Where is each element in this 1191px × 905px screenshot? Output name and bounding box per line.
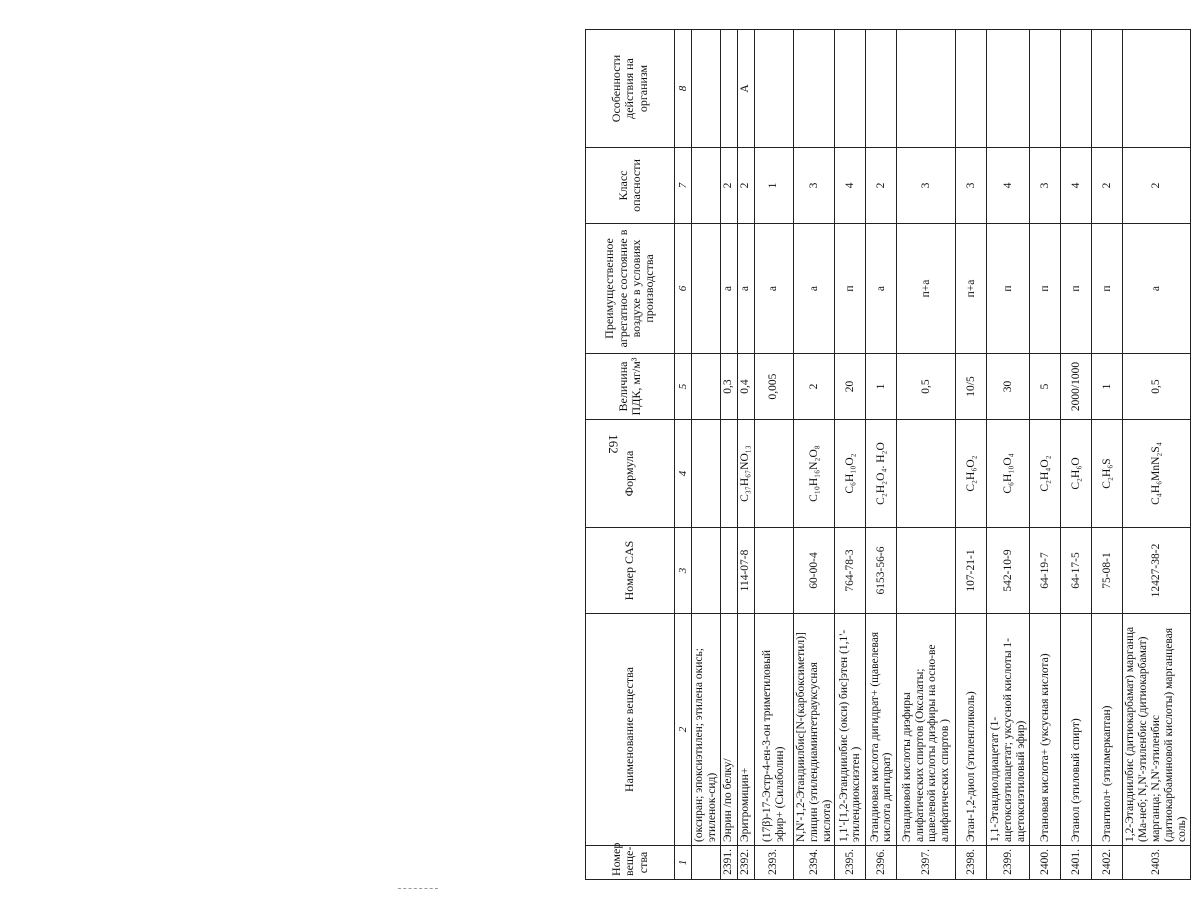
cell-pdk: 1 — [866, 354, 897, 420]
cell-effect — [956, 30, 987, 148]
cell-name: 1,1'-[1,2-Этандиилбис (окси) бис]этен (1,1'-этилендиоксиэтен ) — [835, 614, 866, 846]
cell-hazard — [692, 148, 721, 224]
cell-cas: 64-19-7 — [1030, 528, 1061, 614]
cell-state: п+а — [956, 224, 987, 354]
column-number: 2 — [675, 614, 692, 846]
cell-cas: 6153-56-6 — [866, 528, 897, 614]
cell-hazard: 3 — [897, 148, 956, 224]
cell-state — [692, 224, 721, 354]
column-number: 4 — [675, 420, 692, 528]
table-row — [1092, 30, 1123, 880]
cell-cas: 764-78-3 — [835, 528, 866, 614]
cell-state: п — [1092, 224, 1123, 354]
cell-hazard: 3 — [793, 148, 835, 224]
cell-name: 1,2-Этандиилбис (дитиокарбамат) марганца (Ма-неб; N,N'-этиленбис (дитиокарбамат) марганца; N,N'-этиленбис (дитиокарбаминовой кислоты) марганцевая соль) — [1123, 614, 1190, 846]
cell-formula: C₂H₆S — [1092, 420, 1123, 528]
table-row — [1061, 30, 1092, 880]
cell-number: 2397. — [897, 846, 956, 880]
cell-formula — [720, 420, 737, 528]
rotated-page — [585, 30, 1188, 880]
cell-state: а — [793, 224, 835, 354]
cell-hazard: 1 — [754, 148, 793, 224]
cell-effect — [1061, 30, 1092, 148]
cell-formula — [754, 420, 793, 528]
cell-name: Эритромицин+ — [737, 614, 754, 846]
cell-hazard: 2 — [1123, 148, 1190, 224]
cell-pdk: 30 — [987, 354, 1030, 420]
table-row — [866, 30, 897, 880]
table-row — [754, 30, 793, 880]
cell-formula — [897, 420, 956, 528]
cell-name: (17β)-17-Эстр-4-ен-3-он триметиловый эфир+ (Силаболин) — [754, 614, 793, 846]
cell-pdk — [692, 354, 721, 420]
cell-hazard: 2 — [866, 148, 897, 224]
header-hazard: Класс опасности — [586, 148, 675, 224]
cell-hazard: 2 — [737, 148, 754, 224]
table-row — [835, 30, 866, 880]
cell-effect — [987, 30, 1030, 148]
cell-number: 2393. — [754, 846, 793, 880]
cell-formula — [692, 420, 721, 528]
column-number: 8 — [675, 30, 692, 148]
substances-table — [585, 29, 1191, 880]
cell-name: Этантиол+ (этилмеркаптан) — [1092, 614, 1123, 846]
cell-formula: C₃₇H₆₇NO₁₃ — [737, 420, 754, 528]
cell-effect — [692, 30, 721, 148]
cell-name: 1,1-Этандиолдиацетат (1-ацетоксиэтилацетат; уксусной кислоты 1-ацетоксиэтиловый эфир) — [987, 614, 1030, 846]
header-row — [586, 30, 675, 880]
cell-cas: 12427-38-2 — [1123, 528, 1190, 614]
page-number: 162 — [605, 434, 621, 454]
cell-effect: А — [737, 30, 754, 148]
cell-number: 2403. — [1123, 846, 1190, 880]
cell-hazard: 4 — [987, 148, 1030, 224]
table-row — [793, 30, 835, 880]
cell-number: 2396. — [866, 846, 897, 880]
header-cas: Номер CAS — [586, 528, 675, 614]
cell-hazard: 4 — [1061, 148, 1092, 224]
cell-state: п — [987, 224, 1030, 354]
header-name: Наименование вещества — [586, 614, 675, 846]
cell-formula: C₆H₁₀O₂ — [835, 420, 866, 528]
cell-state: а — [720, 224, 737, 354]
cell-pdk: 2 — [793, 354, 835, 420]
cell-effect — [897, 30, 956, 148]
cell-state: а — [866, 224, 897, 354]
cell-cas — [720, 528, 737, 614]
cell-name: Этандиовая кислота дигидрат+ (щавелевая кислота дигидрат) — [866, 614, 897, 846]
continuation-row — [692, 30, 721, 880]
cell-name: (оксиран; эпоксиэтилен; этилена окись; этиленок-сид) — [692, 614, 721, 846]
header-effect: Особенности действия на организм — [586, 30, 675, 148]
cell-state: а — [754, 224, 793, 354]
cell-hazard: 2 — [720, 148, 737, 224]
cell-state: п — [1061, 224, 1092, 354]
cell-hazard: 4 — [835, 148, 866, 224]
cell-number: 2392. — [737, 846, 754, 880]
cell-formula: C₂H₂O₄. H₂O — [866, 420, 897, 528]
cell-pdk: 2000/1000 — [1061, 354, 1092, 420]
cell-formula: C₁₀H₁₆N₂O₈ — [793, 420, 835, 528]
cell-effect — [835, 30, 866, 148]
cell-pdk: 0,005 — [754, 354, 793, 420]
table-row — [720, 30, 737, 880]
column-number: 3 — [675, 528, 692, 614]
cell-pdk: 0,3 — [720, 354, 737, 420]
cell-hazard: 2 — [1092, 148, 1123, 224]
cell-effect — [1030, 30, 1061, 148]
cell-number: 2399. — [987, 846, 1030, 880]
table-row — [737, 30, 754, 880]
cell-name: Этановая кислота+ (уксусная кислота) — [1030, 614, 1061, 846]
scan-edge-mark — [398, 888, 438, 892]
header-formula: Формула — [586, 420, 675, 528]
cell-cas: 542-10-9 — [987, 528, 1030, 614]
table-row — [987, 30, 1030, 880]
column-numbers-row — [675, 30, 692, 880]
cell-pdk: 10/5 — [956, 354, 987, 420]
cell-effect — [793, 30, 835, 148]
cell-hazard: 3 — [956, 148, 987, 224]
cell-cas: 75-08-1 — [1092, 528, 1123, 614]
cell-pdk: 1 — [1092, 354, 1123, 420]
cell-name: Этандиовой кислоты диэфиры алифатических спиртов (Оксалаты; щавелевой кислоты диэфиры на осно-ве алифатических спиртов ) — [897, 614, 956, 846]
column-number: 5 — [675, 354, 692, 420]
cell-formula: C₂H₄O₂ — [1030, 420, 1061, 528]
cell-cas: 114-07-8 — [737, 528, 754, 614]
cell-state: п — [835, 224, 866, 354]
column-number: 7 — [675, 148, 692, 224]
cell-number: 2398. — [956, 846, 987, 880]
header-pdk: Величина ПДК, мг/м³ — [586, 354, 675, 420]
cell-state: п+а — [897, 224, 956, 354]
cell-cas — [692, 528, 721, 614]
cell-cas: 107-21-1 — [956, 528, 987, 614]
cell-effect — [1092, 30, 1123, 148]
column-number: 6 — [675, 224, 692, 354]
cell-formula: C₂H₆O — [1061, 420, 1092, 528]
cell-number: 2395. — [835, 846, 866, 880]
cell-pdk: 5 — [1030, 354, 1061, 420]
cell-pdk: 20 — [835, 354, 866, 420]
cell-state: п — [1030, 224, 1061, 354]
header-state: Преимущественное агрегатное состояние в воздухе в условиях производства — [586, 224, 675, 354]
cell-effect — [754, 30, 793, 148]
table-row — [897, 30, 956, 880]
table-row — [1030, 30, 1061, 880]
cell-name: Этан-1,2-диол (этиленгликоль) — [956, 614, 987, 846]
cell-name: N,N'-1,2-Этандиилбис[N-(карбоксиметил)] глицин (этилендиаминтетрауксусная кислота) — [793, 614, 835, 846]
header-number: Номер веще-ства — [586, 846, 675, 880]
cell-effect — [866, 30, 897, 148]
cell-name: Энрин /по белку/ — [720, 614, 737, 846]
cell-number: 2401. — [1061, 846, 1092, 880]
table-row — [956, 30, 987, 880]
cell-number: 2402. — [1092, 846, 1123, 880]
cell-number — [692, 846, 721, 880]
cell-pdk: 0,5 — [1123, 354, 1190, 420]
cell-cas: 60-00-4 — [793, 528, 835, 614]
cell-effect — [720, 30, 737, 148]
cell-effect — [1123, 30, 1190, 148]
cell-formula: C₆H₁₀O₄ — [987, 420, 1030, 528]
cell-cas — [897, 528, 956, 614]
cell-pdk: 0,5 — [897, 354, 956, 420]
column-number: 1 — [675, 846, 692, 880]
cell-number: 2400. — [1030, 846, 1061, 880]
cell-number: 2394. — [793, 846, 835, 880]
cell-hazard: 3 — [1030, 148, 1061, 224]
cell-pdk: 0,4 — [737, 354, 754, 420]
cell-state: а — [1123, 224, 1190, 354]
cell-state: а — [737, 224, 754, 354]
cell-cas: 64-17-5 — [1061, 528, 1092, 614]
table-row — [1123, 30, 1190, 880]
cell-formula: C₂H₆O₂ — [956, 420, 987, 528]
cell-cas — [754, 528, 793, 614]
cell-formula: C₄H₆MnN₂S₄ — [1123, 420, 1190, 528]
cell-number: 2391. — [720, 846, 737, 880]
cell-name: Этанол (этиловый спирт) — [1061, 614, 1092, 846]
